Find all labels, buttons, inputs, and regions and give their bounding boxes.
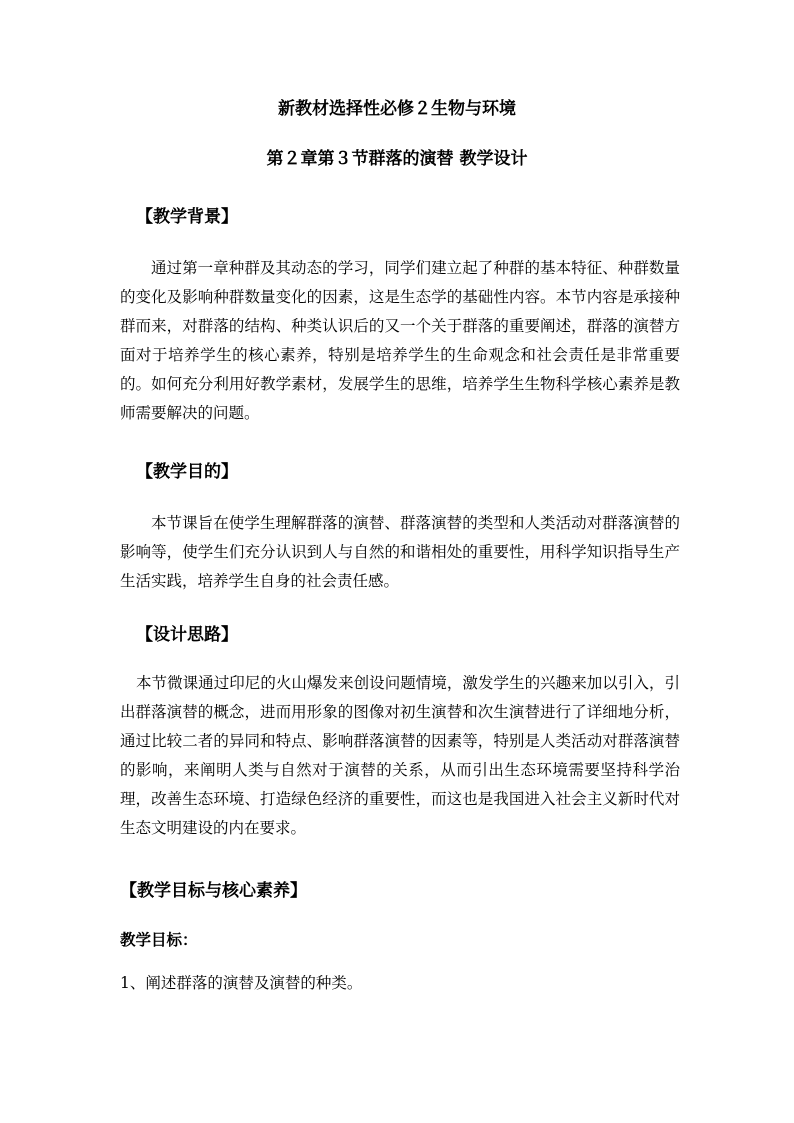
section-heading-purpose: 【教学目的】 (136, 462, 238, 482)
goal-item-1: 1、阐述群落的演替及演替的种类。 (120, 974, 363, 992)
section-heading-design: 【设计思路】 (136, 625, 238, 645)
section-heading-background: 【教学背景】 (136, 207, 238, 227)
document-title: 新教材选择性必修２生物与环境 (278, 99, 516, 119)
section-paragraph-design: 本节微课通过印尼的火山爆发来创设问题情境，激发学生的兴趣来加以引入，引出群落演替的概念，进而用形象的图像对初生演替和次生演替进行了详细地分析，通过比较二者的异同和特点、影响群落演替的因素等，特别是人类活动对群落演替的影响，来阐明人类与自然对于演替的关系，从而引出生态环境需要坚持科学治理，改善生态环境、打造绿色经济的重要性，而这也是我国进入社会主义新时代对生态文明建设的内在要求。 (120, 674, 680, 837)
goals-label: 教学目标： (120, 930, 198, 949)
section-paragraph-background: 通过第一章种群及其动态的学习，同学们建立起了种群的基本特征、种群数量的变化及影响种群数量变化的因素，这是生态学的基础性内容。本节内容是承接种群而来，对群落的结构、种类认识后的又一个关于群落的重要阐述，群落的演替方面对于培养学生的核心素养，特别是培养学生的生命观念和社会责任是非常重要的。如何充分利用好教学素材，发展学生的思维，培养学生生物科学核心素养是教师需要解决的问题。 (120, 259, 680, 422)
document-subtitle: 第２章第３节群落的演替 教学设计 (266, 149, 528, 169)
section-paragraph-purpose: 本节课旨在使学生理解群落的演替、群落演替的类型和人类活动对群落演替的影响等，使学生们充分认识到人与自然的和谐相处的重要性，用科学知识指导生产生活实践，培养学生自身的社会责任感。 (120, 514, 680, 590)
section-heading-goals-literacy: 【教学目标与核心素养】 (120, 881, 307, 901)
